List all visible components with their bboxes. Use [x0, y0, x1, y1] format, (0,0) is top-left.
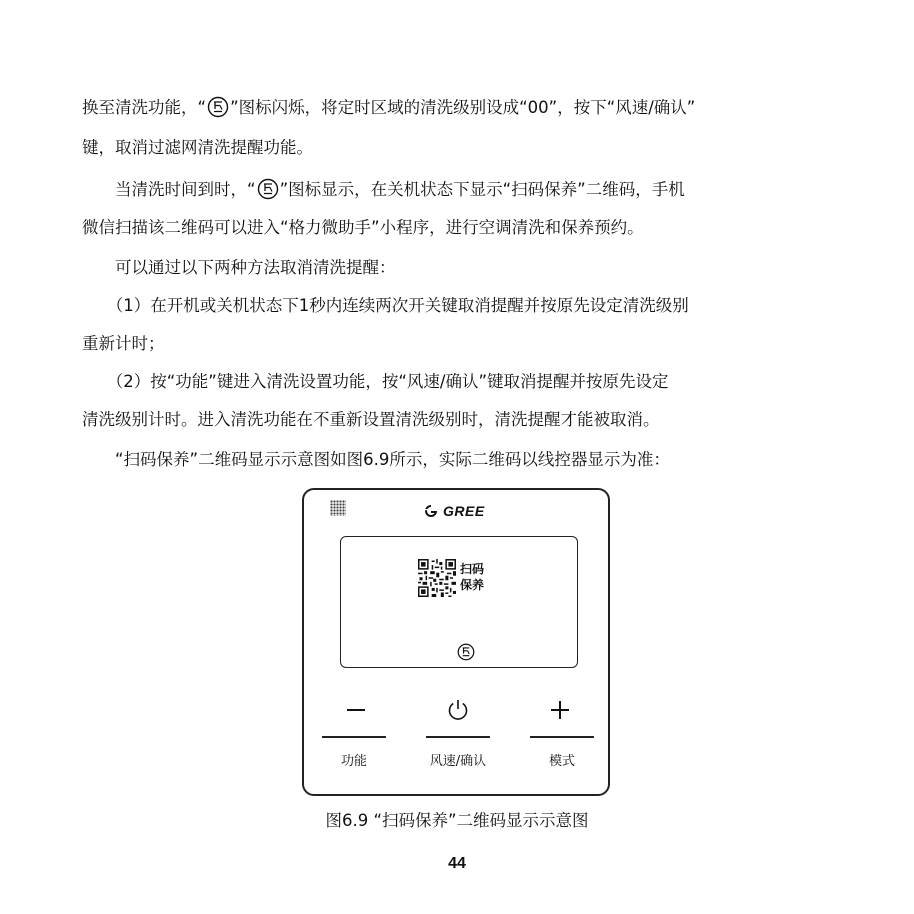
fan-confirm-button-label: 风速/确认 — [429, 754, 487, 769]
figure-caption: 图6.9 “扫码保养”二维码显示示意图 — [325, 811, 589, 830]
paragraph-line-5: 可以通过以下两种方法取消清洗提醒： — [82, 258, 396, 277]
paragraph-line-2: 键，取消过滤网清洗提醒功能。 — [82, 138, 313, 157]
text-segment: ”图标显示，在关机状态下显示“扫码保养”二维码，手机 — [279, 180, 685, 199]
text-segment: ”图标闪烁，将定时区域的清洗级别设成“00”，按下“风速/确认” — [230, 98, 696, 117]
paragraph-line-7: 重新计时； — [82, 334, 165, 353]
text-segment: 当清洗时间到时，“ — [82, 180, 256, 199]
button-divider — [426, 736, 490, 738]
gree-logo — [422, 502, 496, 520]
display-screen — [340, 536, 578, 668]
power-icon — [446, 698, 470, 722]
paragraph-line-10: “扫码保养”二维码显示示意图如图6.9所示，实际二维码以线控器显示为准： — [82, 450, 670, 469]
paragraph-line-4: 微信扫描该二维码可以进入“格力微助手”小程序，进行空调清洗和保养预约。 — [82, 218, 644, 237]
plus-icon — [549, 699, 571, 721]
text-segment: 换至清洗功能，“ — [82, 98, 207, 117]
page-number: 44 — [448, 855, 466, 872]
wash-filter-icon — [207, 96, 229, 118]
qr-code-icon — [418, 559, 456, 597]
paragraph-line-8: （2）按“功能”键进入清洗设置功能，按“风速/确认”键取消提醒并按原先设定 — [82, 372, 669, 391]
button-divider — [322, 736, 386, 738]
button-divider — [530, 736, 594, 738]
wash-filter-icon — [257, 178, 279, 200]
plus-button[interactable] — [540, 690, 580, 730]
wash-filter-icon — [457, 643, 475, 661]
paragraph-line-6: （1）在开机或关机状态下1秒内连续两次开关键取消提醒并按原先设定清洗级别 — [82, 296, 689, 315]
qr-label: 扫码 保养 — [460, 562, 485, 592]
paragraph-line-1 — [82, 96, 834, 118]
wired-controller-figure — [302, 488, 610, 796]
power-button[interactable] — [438, 690, 478, 730]
paragraph-line-9: 清洗级别计时。进入清洗功能在不重新设置清洗级别时，清洗提醒才能被取消。 — [82, 410, 660, 429]
paragraph-line-3 — [82, 178, 834, 200]
minus-icon — [345, 699, 367, 721]
gree-logo-icon — [422, 504, 440, 518]
minus-button[interactable] — [336, 690, 376, 730]
function-button-label: 功能 — [340, 754, 367, 769]
logo-text: GREE — [443, 503, 485, 519]
mode-button-label: 模式 — [548, 754, 575, 769]
sensor-grid-icon — [330, 500, 346, 516]
